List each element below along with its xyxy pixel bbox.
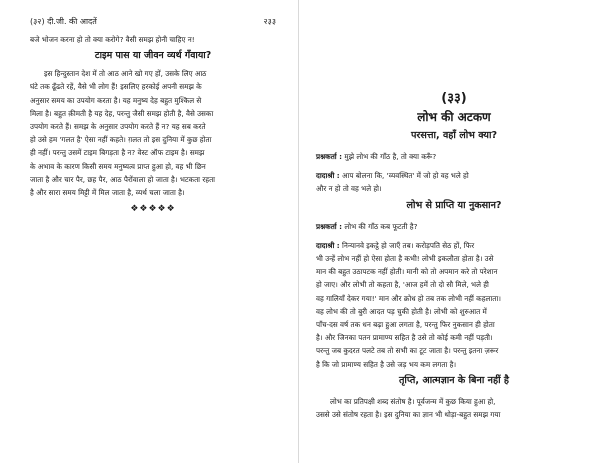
question-text: लोभ की गाँठ कब फूटती है? [344,221,418,231]
question [316,150,592,163]
section-ornament: ❖❖❖❖❖ [130,204,176,215]
answer [316,169,592,182]
paragraph [30,67,276,199]
paragraph-line: जाता है और चार पैर, छह पैर, आठ पैरोंवाला हो जाता है। भटकता रहता [30,174,216,184]
answer-line: भी उन्हें लोभ नहीं हो ऐसा होता है कभी! लोभी इकलौता होता है। उसे [316,254,494,264]
paragraph-line: उससे उसे संतोष रहता है। इस दुनिया का ज्ञान भी थोड़ा-बहुत समझ गया [316,410,501,420]
paragraph-line: अनुसार समय का उपयोग करता है। यह मनुष्य देह बहुत मुश्किल से [30,95,202,105]
sub-heading: तृप्ति, आत्मज्ञान के बिना नहीं है [398,374,510,386]
paragraph-line: मिला है। बहुत क़ीमती है यह देह, परन्तु जैसी समझ होती है, वैसे उसका [30,108,214,118]
book-gutter [298,0,299,463]
question-speaker: प्रश्नकर्ता : [316,152,343,161]
question [316,220,592,233]
chapter-number: (३३) [441,91,467,106]
answer-line: वह गालियाँ देकर गया!' मान और क्रोध हो तब तक लोभी नहीं कहलाता। [316,293,501,303]
right-page [306,0,600,463]
answer-speaker: दादाश्री : [316,171,340,181]
chapter-title: लोभ की अटकण [417,110,491,124]
opening-line: बजे भोजन करना हो तो क्या करोगे? वैसी समझ होनी चाहिए न! [30,35,195,44]
paragraph-line: घंटे तक ढूँढते रहें, वैसे भी लोग हैं! इसलिए हरकोई अपनी समझ के [30,82,202,92]
paragraph-line: उपयोग करते हैं। समझ के अनुसार उपयोग करते हैं न? यह सब करते [30,122,206,132]
left-page [0,0,292,463]
question-speaker: प्रश्नकर्ता : [316,221,343,231]
answer-line: मान की बहुत उठापटक नहीं होती। मानी को तो अपमान करे तो परेशान [316,267,498,277]
answer-speaker: दादाश्री : [316,240,340,250]
paragraph-line: है और सारा समय मिट्टी में मिल जाता है, व्यर्थ चला जाता है। [30,188,185,198]
paragraph-line: लोभ का प्रतिपक्षी शब्द संतोष है। पूर्वजन्म में कुछ किया हुआ हो, [330,396,496,406]
answer-line: आप बोलना कि, 'व्यवस्थित' में जो हो वह भले हो [341,171,469,181]
answer-line: पाँच-दस वर्ष तक धन बढ़ा हुआ लगता है, परन्तु फिर नुकसान ही होता [316,320,495,330]
answer [316,239,592,252]
answer-line: है। और जिनका पतन प्रामाण्य सहित है उसे तो कोई कमी नहीं पड़ती। [316,333,493,343]
paragraph-line: के अभाव के कारण किसी समय मनुष्यत्व प्राप्त हुआ हो, वह भी छिन [30,161,206,171]
answer-line: और न हो तो वह भले हो। [316,184,382,194]
answer-line: है कि जो प्रामाण्य सहित है उसे जड़ भय कम लगता है। [316,359,457,369]
answer-line: हो जाए। और लोभी तो कहता है, 'आज हमें तो दो सौ मिले, भले ही [316,280,489,290]
paragraph-line: इस हिन्दुस्तान देश में तो आठ आने खो गए हों, उसके लिए आठ [44,69,207,79]
page-label: (३२) दी.जी. की आदतें [30,17,97,26]
paragraph-line: हो उसे हम 'गलत है' ऐसा नहीं कहते। ग़लत तो इस दुनिया में कुछ होता [30,135,212,145]
sub-heading: परसत्ता, वहाँ लोभ क्या? [410,130,498,141]
question-text: मुझे लोभ की गाँठ है, तो क्या करूँ? [344,152,437,161]
answer-line: वह लोभ की तो बुरी आदत पड़ चुकी होती है। लोभी को शुरुआत में [316,306,487,316]
answer-line: निन्यानवे इकट्ठे हो जाएँ तब। करोड़पति सेठ हों, फिर [341,240,475,250]
answer-line: परन्तु जब कुदरत पलटे तब तो सभी का टूट जाता है। परन्तु इतना ज़रूर [316,346,499,356]
page-number: २३३ [263,17,276,26]
running-head [30,17,276,27]
section-heading: टाइम पास या जीवन व्यर्थ गँवाया? [94,50,212,62]
sub-heading: लोभ से प्राप्ति या नुकसान? [406,199,502,211]
paragraph-line: ही नहीं। परन्तु उसमें टाइम बिगड़ता है न? वेस्ट ऑफ टाइम है। समझ [30,148,205,158]
